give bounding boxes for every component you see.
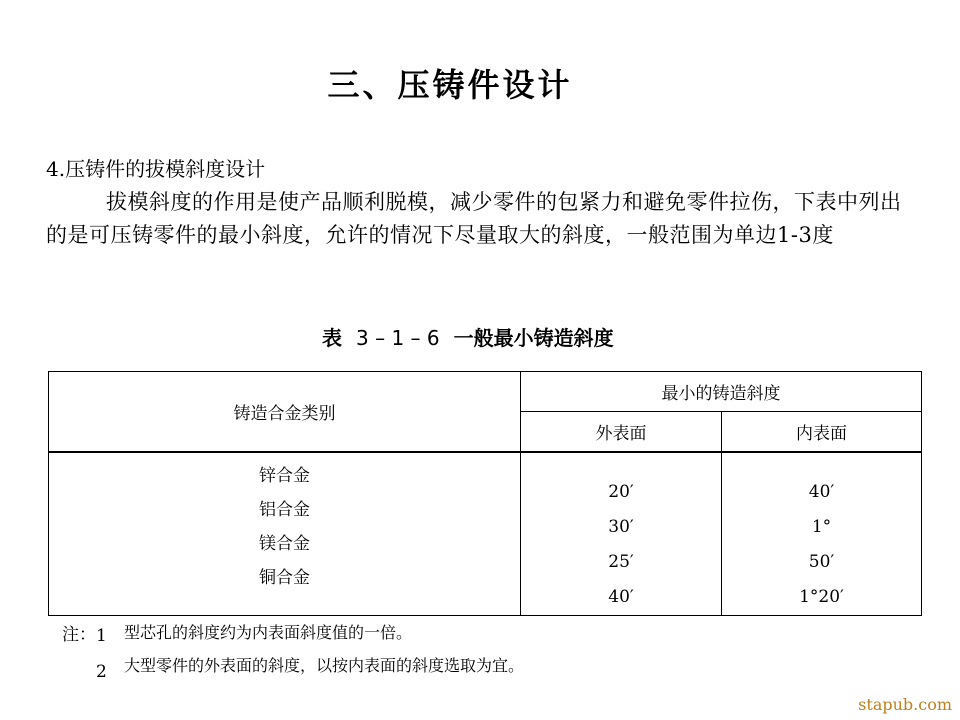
- header-outer-surface: 外表面: [521, 412, 722, 453]
- outer-values-column: [521, 452, 722, 616]
- caption-title: 一般最小铸造斜度: [453, 326, 614, 350]
- section-heading: 4.压铸件的拔模斜度设计: [46, 157, 266, 181]
- inner-copper: 1°20′: [799, 587, 844, 607]
- outer-zinc: 20′: [608, 482, 634, 502]
- header-alloy-type: 铸造合金类别: [49, 372, 521, 453]
- note-text-1: 型芯孔的斜度约为内表面斜度值的一倍。: [124, 623, 413, 642]
- note-number-2: 2: [96, 662, 107, 682]
- inner-values-column: [722, 452, 922, 616]
- header-inner-surface: 内表面: [722, 412, 922, 453]
- alloy-column: [49, 452, 521, 616]
- table-caption: [322, 322, 614, 351]
- outer-aluminum: 30′: [608, 517, 634, 537]
- page-title: 三、压铸件设计: [327, 66, 573, 104]
- inner-magnesium: 50′: [808, 552, 835, 572]
- alloy-copper: 铜合金: [259, 568, 310, 588]
- outer-copper: 40′: [608, 587, 634, 607]
- note-text-2: 大型零件的外表面的斜度，以按内表面的斜度选取为宜。: [124, 656, 525, 675]
- inner-zinc: 40′: [808, 482, 835, 502]
- alloy-zinc: 锌合金: [259, 466, 310, 486]
- notes-label: 注：: [62, 625, 96, 645]
- inner-aluminum: 1°: [811, 517, 832, 537]
- outer-magnesium: 25′: [608, 552, 634, 572]
- alloy-aluminum: 铝合金: [259, 500, 310, 520]
- header-min-draft: 最小的铸造斜度: [521, 372, 922, 412]
- note-number-1: 1: [96, 626, 107, 646]
- alloy-magnesium: 镁合金: [259, 534, 310, 554]
- caption-number: 3 – 1 – 6: [356, 326, 440, 350]
- caption-prefix: 表: [322, 326, 342, 350]
- body-paragraph: 拔模斜度的作用是使产品顺利脱模，减少零件的包紧力和避免零件拉伤，下表中列出的是可压铸零件的最小斜度，允许的情况下尽量取大的斜度，一般范围为单边1-3度: [46, 190, 902, 247]
- watermark: stapub.com: [858, 695, 952, 714]
- draft-angle-table: [48, 371, 922, 616]
